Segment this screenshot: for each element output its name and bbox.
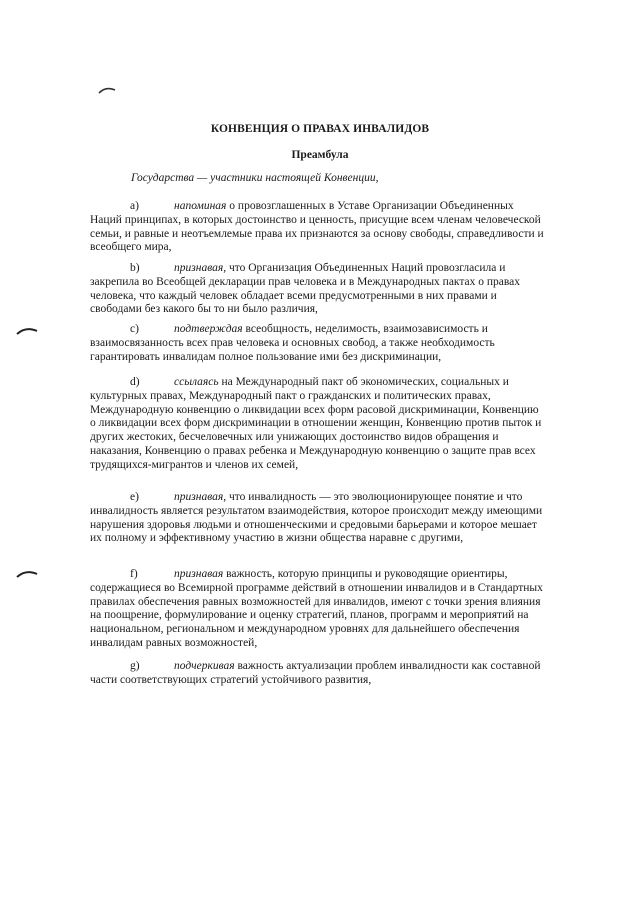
paragraph-text: важность актуализации проблем инвалидности как составной части соответствующих стратегий устойчивого развития,: [90, 660, 541, 686]
paragraph-text: , что инвалидность — это эволюционирующее понятие и что инвалидность является результатом взаимодействия, которое происходит между имеющими нарушения здоровья людьми и отношенческими и средовыми барьерами и которое мешает их полному и эффективному участию в жизни общества наравне с другими,: [90, 491, 543, 545]
paragraph-marker: f): [130, 568, 138, 580]
paragraph-lead: признавая: [174, 568, 224, 580]
paragraph-marker: e): [130, 491, 139, 503]
paragraph-text: на Международный пакт об экономических, социальных и культурных правах, Международный пакт о гражданских и политических правах, Международную конвенцию о ликвидации всех форм расовой дискриминации, Конвенцию о ликвидации всех форм дискриминации в отношении женщин, Конвенцию против пыток и других жестоких, бесчеловечных или унижающих достоинство видов обращения и наказания, Конвенцию о правах ребенка и Международную конвенцию о защите прав всех трудящихся-мигрантов и членов их семей,: [90, 376, 542, 471]
paragraph-text: важность, которую принципы и руководящие ориентиры, содержащиеся во Всемирной программе действий в отношении инвалидов и в Стандартных правилах обеспечения равных возможностей для инвалидов, имеют с точки зрения влияния на поощрение, формулирование и оценку стратегий, планов, программ и мероприятий на национальном, региональном и международном уровнях для дальнейшего обеспечения инвалидам равных возможностей,: [90, 568, 543, 649]
paragraph-lead: признавая: [174, 262, 224, 274]
preamble-paragraph-g: [90, 660, 546, 688]
section-heading: Преамбула: [291, 149, 349, 161]
preamble-paragraph-c: [90, 323, 546, 364]
document-title: КОНВЕНЦИЯ О ПРАВАХ ИНВАЛИДОВ: [210, 123, 430, 135]
preamble-intro: Государства — участники настоящей Конвенции,: [131, 172, 379, 184]
paragraph-marker: d): [130, 376, 140, 388]
paragraph-lead: подчеркивая: [174, 660, 235, 672]
paragraph-lead: ссылаясь: [174, 376, 219, 388]
paragraph-lead: признавая: [174, 491, 224, 503]
scan-mark-left-lower: [16, 568, 38, 580]
preamble-paragraph-d: [90, 376, 546, 473]
paragraph-text: , что Организация Объединенных Наций провозгласила и закрепила во Всеобщей декларации прав человека и в Международных пактах о правах человека, что каждый человек обладает всеми предусмотренными в них правами и свободами без какого бы то ни было различия,: [90, 262, 521, 316]
preamble-paragraph-b: [90, 262, 546, 317]
paragraph-lead: напоминая: [174, 200, 227, 212]
paragraph-text: о провозглашенных в Уставе Организации Объединенных Наций принципах, в которых достоинство и ценность, присущие всем членам человеческой семьи, и равные и неотъемлемые права их признаются за основу свободы, справедливости и всеобщего мира,: [90, 200, 544, 254]
paragraph-marker: g): [130, 660, 140, 672]
scan-mark-top: [98, 86, 116, 96]
paragraph-text: всеобщность, неделимость, взаимозависимость и взаимосвязанность всех прав человека и основных свобод, а также необходимость гарантировать инвалидам полное пользование ими без дискриминации,: [90, 323, 495, 363]
paragraph-marker: a): [130, 200, 139, 212]
preamble-paragraph-a: [90, 200, 546, 255]
preamble-paragraph-e: [90, 491, 546, 546]
paragraph-marker: c): [130, 323, 139, 335]
paragraph-lead: подтверждая: [174, 323, 243, 335]
preamble-paragraph-f: [90, 568, 546, 651]
paragraph-marker: b): [130, 262, 140, 274]
scan-mark-left-upper: [16, 325, 38, 337]
